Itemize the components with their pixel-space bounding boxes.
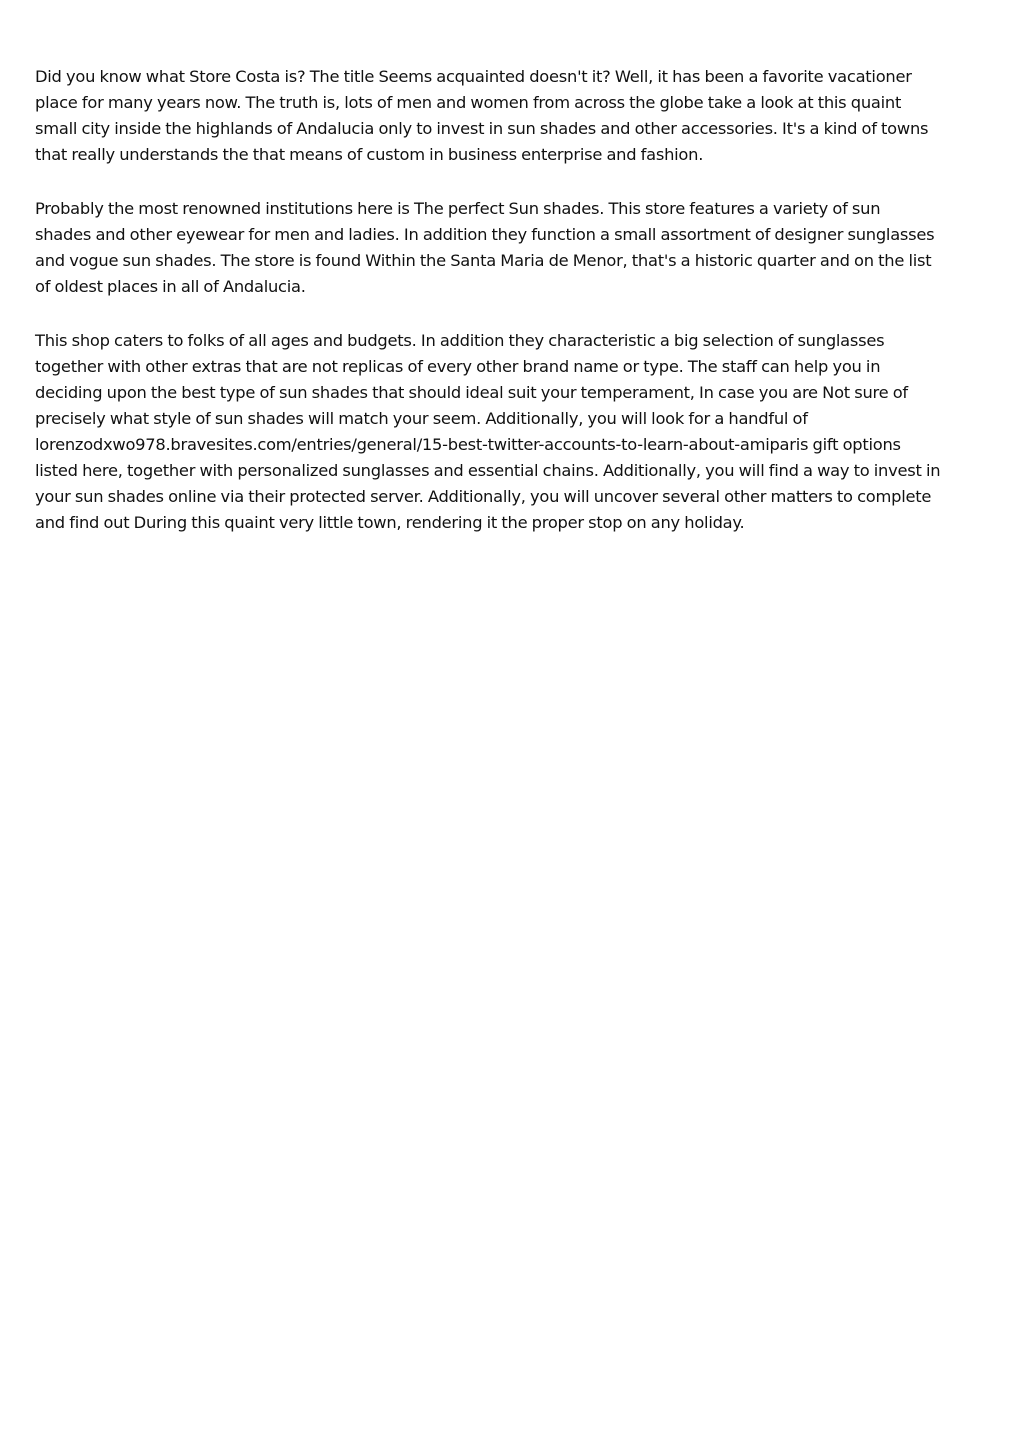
paragraph-line: deciding upon the best type of sun shades that should ideal suit your temperament, In case you are Not sure of [35, 383, 908, 402]
paragraph-line: This shop caters to folks of all ages and budgets. In addition they characteristic a big selection of sunglasses [35, 331, 885, 350]
paragraph-2 [35, 196, 995, 300]
paragraph-line: listed here, together with personalized sunglasses and essential chains. Additionally, you will find a way to invest in [35, 461, 941, 480]
paragraph-line: Did you know what Store Costa is? The title Seems acquainted doesn't it? Well, it has been a favorite vacationer [35, 67, 912, 86]
paragraph-line: of oldest places in all of Andalucia. [35, 277, 306, 296]
paragraph-line: your sun shades online via their protected server. Additionally, you will uncover several other matters to complete [35, 487, 932, 506]
paragraph-line: and find out During this quaint very little town, rendering it the proper stop on any holiday. [35, 513, 745, 532]
paragraph-line: that really understands the that means of custom in business enterprise and fashion. [35, 145, 704, 164]
paragraph-line: Probably the most renowned institutions here is The perfect Sun shades. This store features a variety of sun [35, 199, 881, 218]
document-body [35, 64, 995, 564]
paragraph-line: shades and other eyewear for men and ladies. In addition they function a small assortment of designer sunglasses [35, 225, 935, 244]
paragraph-line: precisely what style of sun shades will match your seem. Additionally, you will look for a handful of [35, 409, 808, 428]
paragraph-line: together with other extras that are not replicas of every other brand name or type. The staff can help you in [35, 357, 881, 376]
paragraph-line: small city inside the highlands of Andalucia only to invest in sun shades and other accessories. It's a kind of towns [35, 119, 929, 138]
paragraph-line: and vogue sun shades. The store is found Within the Santa Maria de Menor, that's a historic quarter and on the list [35, 251, 932, 270]
paragraph-1 [35, 64, 995, 168]
paragraph-line: lorenzodxwo978.bravesites.com/entries/general/15-best-twitter-accounts-to-learn-about-amiparis gift options [35, 435, 901, 454]
paragraph-3 [35, 328, 995, 536]
paragraph-line: place for many years now. The truth is, lots of men and women from across the globe take a look at this quaint [35, 93, 902, 112]
